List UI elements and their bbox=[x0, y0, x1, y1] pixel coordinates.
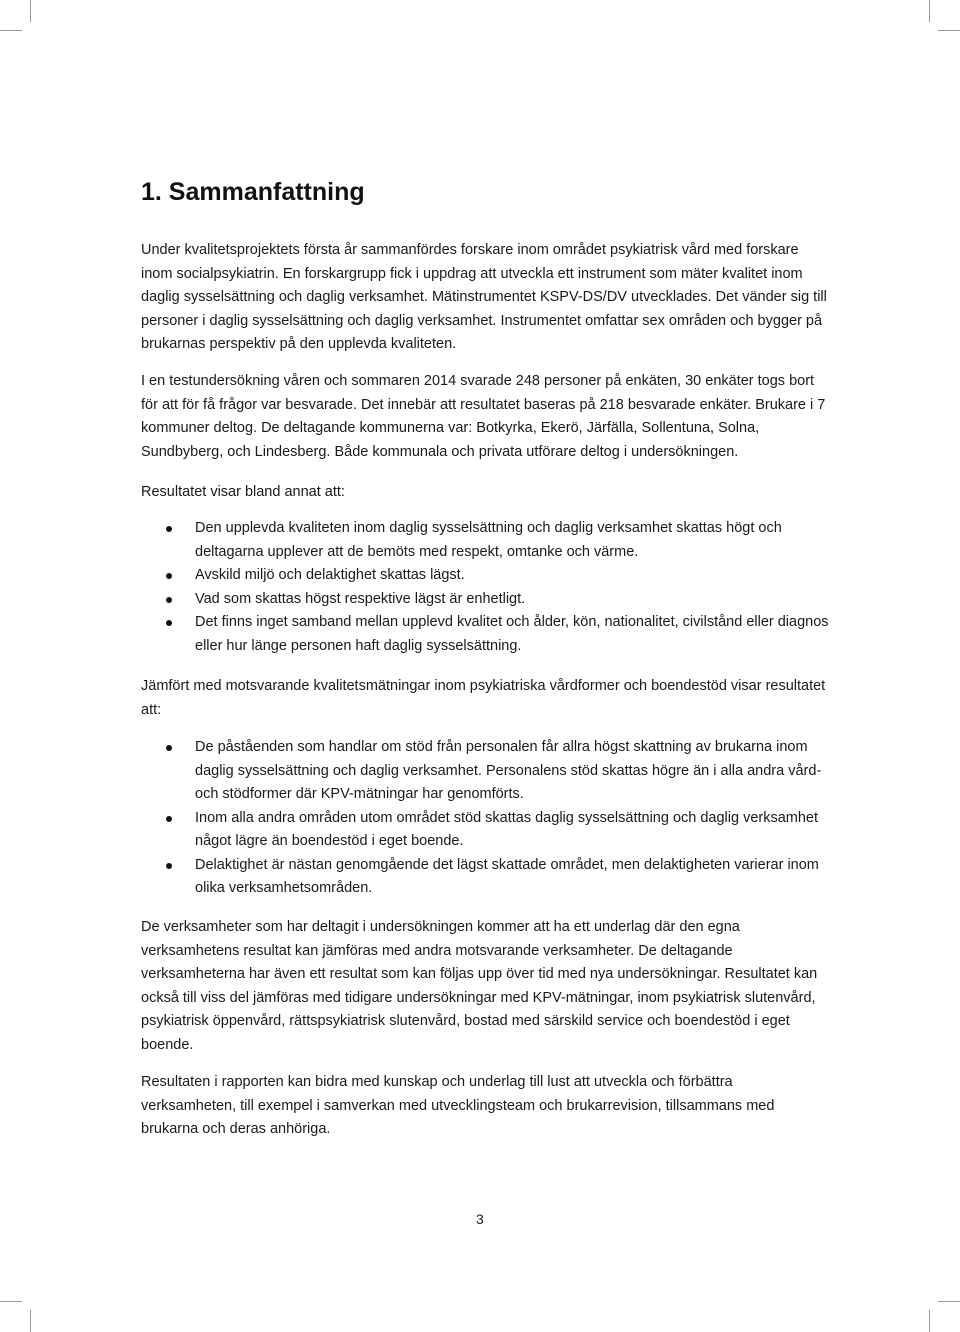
results-list bbox=[141, 517, 831, 658]
paragraph-comparison-intro: Jämfört med motsvarande kvalitetsmätningar inom psykiatriska vårdformer och boendestöd visar resultatet att: bbox=[141, 678, 826, 718]
crop-mark-top-right-h bbox=[938, 30, 960, 31]
list-item: Den upplevda kvaliteten inom daglig sysselsättning och daglig verksamhet skattas högt och deltagarna upplever att de bemöts med respekt, omtanke och värme. bbox=[141, 517, 831, 564]
crop-mark-top-right-v bbox=[929, 0, 930, 22]
paragraph-intro-part-2: Det vänder sig till personer i daglig sysselsättning och daglig verksamhet. Instrumentet omfattar sex områden och bygger på brukarnas perspektiv på den upplevda kvaliteten. bbox=[141, 289, 827, 352]
comparison-list bbox=[141, 736, 831, 901]
list-item: Det finns inget samband mellan upplevd kvalitet och ålder, kön, nationalitet, civilstånd eller diagnos eller hur länge personen haft daglig sysselsättning. bbox=[141, 611, 831, 658]
paragraph-results-intro: Resultatet visar bland annat att: bbox=[141, 484, 345, 500]
bullet-icon bbox=[166, 745, 172, 751]
list-item: Vad som skattas högst respektive lägst är enhetligt. bbox=[141, 588, 831, 612]
paragraph-conclusion: Resultaten i rapporten kan bidra med kunskap och underlag till lust att utveckla och förbättra verksamheten, till exempel i samverkan med utvecklingsteam och brukarrevision, tillsammans med brukarna och deras anhöriga. bbox=[141, 1074, 775, 1137]
crop-mark-bottom-left-h bbox=[0, 1301, 22, 1302]
crop-mark-top-left-h bbox=[0, 30, 22, 31]
bullet-icon bbox=[166, 620, 172, 626]
crop-mark-bottom-left-v bbox=[30, 1310, 31, 1332]
bullet-icon bbox=[166, 863, 172, 869]
list-item: De påståenden som handlar om stöd från personalen får allra högst skattning av brukarna inom daglig sysselsättning och daglig verksamhet. Personalens stöd skattas högre än i alla andra vård- och stödformer där KPV-mätningar har genomförts. bbox=[141, 736, 831, 807]
paragraph-intro bbox=[141, 239, 831, 357]
paragraph-participants: De verksamheter som har deltagit i undersökningen kommer att ha ett underlag där den egna verksamhetens resultat kan jämföras med andra motsvarande verksamheter. De deltagande verksamheterna har även ett resultat som kan följas upp över tid med nya undersökningar. Resultatet kan också till viss del jämföras med tidigare undersökningar med KPV-mätningar, inom psykiatrisk slutenvård, psykiatrisk öppenvård, rättspsykiatrisk slutenvård, bostad med särskild service och boendestöd i eget boende. bbox=[141, 919, 818, 1053]
paragraph-intro-part-1: Under kvalitetsprojektets första år sammanfördes forskare inom området psykiatrisk vård med forskare inom socialpsykiatrin. En forskargrupp fick i uppdrag att utveckla ett instrument som mäter kvalitet inom daglig sysselsättning och daglig verksamhet. Mätinstrumentet KSPV-DS/DV utvecklades. bbox=[141, 242, 803, 305]
section-heading: 1. Sammanfattning bbox=[141, 178, 365, 206]
list-item: Delaktighet är nästan genomgående det lägst skattade området, men delaktigheten varierar inom olika verksamhetsområden. bbox=[141, 854, 831, 901]
bullet-icon bbox=[166, 816, 172, 822]
crop-mark-bottom-right-v bbox=[929, 1310, 930, 1332]
crop-mark-top-left-v bbox=[30, 0, 31, 22]
bullet-icon bbox=[166, 526, 172, 532]
paragraph-test-study: I en testundersökning våren och sommaren 2014 svarade 248 personer på enkäten, 30 enkäter togs bort för att för få frågor var besvarade. Det innebär att resultatet baseras på 218 besvarade enkäter. Brukare i 7 kommuner deltog. De deltagande kommunerna var: Botkyrka, Ekerö, Järfälla, Sollentuna, Solna, Sundbyberg, och Lindesberg. Både kommunala och privata utförare deltog i undersökningen. bbox=[141, 373, 826, 460]
bullet-icon bbox=[166, 573, 172, 579]
bullet-icon bbox=[166, 597, 172, 603]
crop-mark-bottom-right-h bbox=[938, 1301, 960, 1302]
list-item: Avskild miljö och delaktighet skattas lägst. bbox=[141, 564, 831, 588]
list-item: Inom alla andra områden utom området stöd skattas daglig sysselsättning och daglig verksamhet något lägre än boendestöd i eget boende. bbox=[141, 807, 831, 854]
page-number: 3 bbox=[476, 1211, 484, 1227]
